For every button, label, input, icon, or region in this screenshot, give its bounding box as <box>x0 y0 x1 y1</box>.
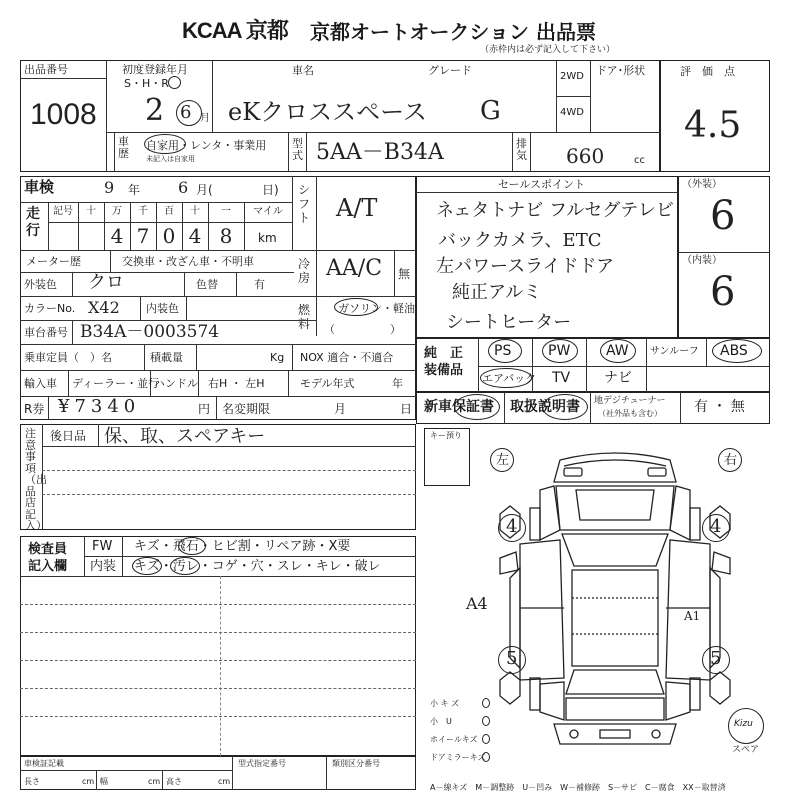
form-title: 京都オートオークション 出品票 <box>310 20 596 44</box>
drive-4wd: 4WD <box>560 107 584 118</box>
model-value: 5AA－B34A <box>316 140 444 165</box>
fuel-gasoline-circle <box>334 298 378 316</box>
legend-small-scratch: 小 キ ズ <box>430 699 460 708</box>
nox-label: NOX 適合・不適合 <box>300 351 394 364</box>
history-private-circle <box>144 134 186 154</box>
mileage-digit: 8 <box>219 224 233 248</box>
legend-mirror-scratch: ドアミラーキズ <box>430 753 486 762</box>
class-no-label: 類別区分番号 <box>332 759 380 768</box>
reg-month-value: 6 <box>180 102 192 123</box>
warranty-circle <box>454 394 500 420</box>
lot-number-label: 出品番号 <box>24 63 68 76</box>
shift-label: シフト <box>298 183 311 225</box>
recycle-label: R券 <box>24 402 45 416</box>
legend-wheel-scratch: ホイールキズ <box>430 735 478 744</box>
owners-manual: 取扱説明書 <box>510 399 580 415</box>
mileage-digit: 7 <box>136 224 150 248</box>
displacement-unit: cc <box>634 155 645 166</box>
displacement-label: 排気 <box>516 137 527 163</box>
ext-color-value: クロ <box>88 272 124 293</box>
equipment-label: 純 正 装備品 <box>424 346 464 378</box>
length-label: 長さ <box>24 777 40 786</box>
mileage-digit: 4 <box>188 224 202 248</box>
equip-tv: TV <box>552 370 571 386</box>
notes-side-label: 注意事項（出品店記入） <box>25 427 47 533</box>
mileage-label: 走行 <box>26 206 40 239</box>
reg-month-circle <box>176 100 202 126</box>
mileage-digit-label: 百 <box>164 206 174 217</box>
mileage-digit-label: 一 <box>221 206 231 217</box>
lot-number-value: 1008 <box>30 98 97 131</box>
color-change-label: 色替 <box>196 278 218 291</box>
int-stain-circle <box>170 557 200 575</box>
door-shape-label: ドア･形状 <box>596 64 646 77</box>
grade-label: グレード <box>428 64 472 77</box>
car-diagram <box>480 448 770 748</box>
kcaa-logo: KCAA 京都 <box>182 18 288 43</box>
fw-label: FW <box>92 539 113 554</box>
equip-ps-circle <box>488 339 522 363</box>
era-circle <box>168 76 181 89</box>
equip-pw: PW <box>548 343 571 359</box>
load-unit: Kg <box>270 351 285 364</box>
meter-history-options: 交換車・改ざん車・不明車 <box>122 255 254 268</box>
score-label: 評 価 点 <box>680 65 735 78</box>
history-label: 車歴 <box>118 135 129 161</box>
equip-airbag-circle <box>480 368 532 388</box>
model-label: 型式 <box>292 137 303 163</box>
inspector-label: 検査員 記入欄 <box>28 542 68 574</box>
width-label: 幅 <box>100 777 108 786</box>
color-no-value: X42 <box>88 298 120 317</box>
dealer-label: ディーラー・並行 <box>72 377 160 390</box>
chassis-value: B34A－0003574 <box>80 322 220 342</box>
era-label: S・H・R <box>124 77 169 90</box>
chassis-label: 車台番号 <box>24 326 68 339</box>
int-color-label: 内装色 <box>146 302 179 315</box>
mileage-digit: 4 <box>110 224 124 248</box>
mileage-digit-label: マイル <box>253 206 283 217</box>
due-month: 月 <box>334 402 347 416</box>
capacity-label: 乗車定員（ ）名 <box>24 351 112 364</box>
digital-tuner-value: 有 ・ 無 <box>694 399 745 415</box>
mileage-digit: 0 <box>162 224 176 248</box>
reg-month-unit: 月 <box>200 113 210 124</box>
height-label: 高さ <box>166 777 182 786</box>
mileage-digit-label: 十 <box>86 206 96 217</box>
ac-label: 冷房 <box>298 257 311 285</box>
left-side-mark: A4 <box>466 594 488 613</box>
legend-mark-3 <box>482 734 490 744</box>
sales-line-2: バックカメラ、ETC <box>438 230 602 251</box>
digital-tuner-note: （社外品も含む） <box>598 409 662 418</box>
fw-text: キズ・飛石・ヒビ割・リペア跡・X要 <box>134 539 351 554</box>
legend-mark-4 <box>482 752 490 762</box>
rear-left-tire-mark: 5 <box>506 648 518 669</box>
ac-value: AA/C <box>326 256 383 281</box>
ac-none: 無 <box>398 267 411 281</box>
shaken-year: 9 <box>104 178 115 197</box>
yen-unit: 円 <box>198 402 211 416</box>
int-score-value: 6 <box>710 269 736 315</box>
length-cm: cm <box>82 777 95 786</box>
height-cm: cm <box>218 777 231 786</box>
due-day: 日 <box>400 402 413 416</box>
form-note: （赤枠内は必ず記入して下さい） <box>480 45 616 55</box>
reg-year-value: 2 <box>145 93 165 128</box>
ext-score-label: （外装） <box>682 179 722 190</box>
type-no-label: 型式指定番号 <box>238 759 286 768</box>
history-options: 自家用・レンタ・事業用 <box>146 139 267 152</box>
equip-navi: ナビ <box>604 370 632 386</box>
recycle-value: ¥7340 <box>58 396 141 417</box>
grade-value: G <box>480 96 501 126</box>
equip-sunroof: サンルーフ <box>650 346 699 357</box>
right-side-mark: A1 <box>684 609 701 623</box>
mileage-unit: km <box>258 231 277 245</box>
handle-options: 右H ・ 左H <box>208 377 265 390</box>
color-change-value: 有 <box>254 278 265 291</box>
meter-history-label: メーター歴 <box>26 255 81 268</box>
shaken-month: 6 <box>178 178 189 197</box>
fuel-paren: （ ） <box>324 323 401 336</box>
car-name-value: eKクロススペース <box>228 98 427 126</box>
later-items-label: 後日品 <box>50 429 87 443</box>
right-side-label: 右 <box>724 453 738 468</box>
handle-label: ハンドル <box>154 377 198 390</box>
fuel-options: ガソリン・軽油 <box>338 302 415 315</box>
manual-circle <box>542 394 588 420</box>
drive-2wd: 2WD <box>560 71 584 82</box>
mileage-digit-label: 万 <box>112 206 122 217</box>
due-label: 名変期限 <box>222 402 271 416</box>
int-scratch-circle <box>132 557 162 575</box>
load-label: 積載量 <box>150 351 183 364</box>
model-year-unit: 年 <box>392 377 403 390</box>
spare-mark: Kizu <box>734 719 753 729</box>
mileage-digit-label: 十 <box>190 206 200 217</box>
legend-small-dent: 小 U <box>430 717 452 726</box>
equip-airbag: エアバック <box>482 372 537 385</box>
shift-value: A/T <box>336 194 378 222</box>
left-side-label: 左 <box>496 453 510 468</box>
shaken-label: 車検 <box>24 178 55 196</box>
front-right-tire-mark: 4 <box>710 516 722 537</box>
first-reg-label: 初度登録年月 <box>122 63 188 76</box>
sales-line-4: 純正アルミ <box>452 282 542 303</box>
shaken-month-unit: 月( <box>196 183 213 197</box>
int-inspect-label: 内装 <box>90 559 117 574</box>
front-left-tire-mark: 4 <box>506 516 518 537</box>
car-name-label: 車名 <box>292 64 314 77</box>
legend-mark-1 <box>482 698 490 708</box>
equip-abs-circle <box>712 339 762 363</box>
rear-right-tire-mark: 5 <box>710 648 722 669</box>
width-cm: cm <box>148 777 161 786</box>
displacement-value: 660 <box>566 144 605 168</box>
int-score-label: （内装） <box>682 255 722 266</box>
shaken-day-unit: 日) <box>262 183 279 197</box>
import-label: 輸入車 <box>24 377 57 390</box>
spare-label: スペア <box>732 745 760 755</box>
int-inspect-text: キズ・汚レ・コゲ・穴・スレ・キレ・破レ <box>134 559 381 574</box>
mileage-digit-label: 記号 <box>53 206 73 217</box>
history-note: 未記入は自家用 <box>146 155 195 163</box>
score-value: 4.5 <box>684 105 742 146</box>
new-car-warranty: 新車保証書 <box>424 399 494 415</box>
model-year-label: モデル年式 <box>300 377 355 390</box>
cert-label: 車検証記載 <box>24 759 64 768</box>
equip-abs: ABS <box>720 343 748 359</box>
ext-color-label: 外装色 <box>24 278 57 291</box>
mileage-digit-label: 千 <box>138 206 148 217</box>
digital-tuner-label: 地デジチューナー <box>594 396 666 406</box>
key-label: キー預り <box>430 431 462 440</box>
ext-score-value: 6 <box>710 193 736 239</box>
later-items-value: 保、取、スペアキー <box>104 426 266 447</box>
legend-mark-2 <box>482 716 490 726</box>
sales-line-3: 左パワースライドドア <box>436 256 615 277</box>
fw-chip-circle <box>178 537 206 555</box>
shaken-year-unit: 年 <box>128 183 141 197</box>
sales-header: セールスポイント <box>498 178 586 191</box>
equip-aw-circle <box>600 339 636 363</box>
color-no-label: カラーNo. <box>24 302 76 315</box>
sales-line-5: シートヒーター <box>446 312 572 333</box>
equip-pw-circle <box>542 339 578 363</box>
fuel-label: 燃料 <box>298 303 311 331</box>
sales-line-1: ネェタトナビ フルセグテレビ <box>436 200 674 221</box>
equip-ps: PS <box>494 343 512 359</box>
equip-aw: AW <box>606 343 629 359</box>
damage-legend: A－線キズ M－調整跡 U－凹み W－補修跡 S－サビ C－腐食 XX－取替済 <box>430 783 726 792</box>
